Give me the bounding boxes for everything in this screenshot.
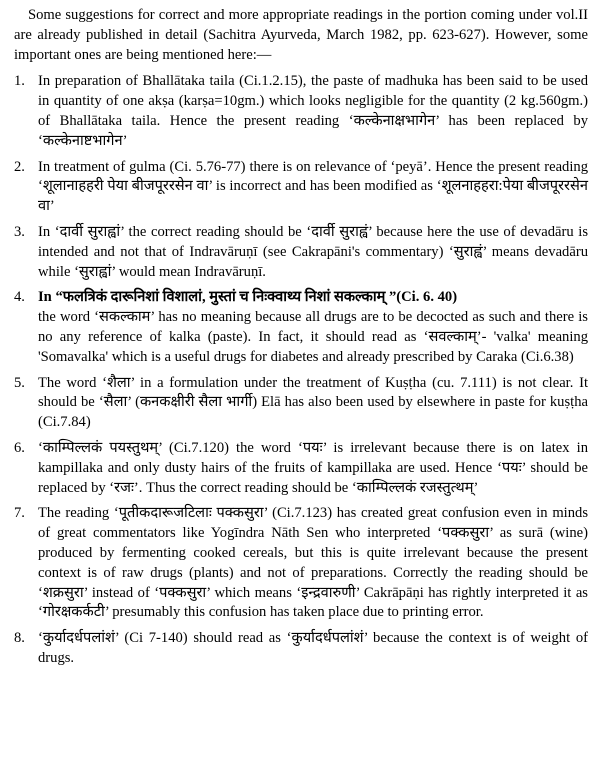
list-item-8 xyxy=(14,629,588,669)
item-text: The word ‘शैला’ in a formulation under the treatment of Kuṣṭha (cu. 7.111) is not clear. It should be ‘सैला’ (कनकक्षीरी सैला भार्गी) Elā has also been used by elsewhere in paste for kuṣṭha (Ci.7.84) xyxy=(38,374,588,431)
item-text: ‘कुर्यादर्धपलांशं’ (Ci 7-140) should read as ‘कुर्यादर्धपलांशं’ because the context is of weight of drugs. xyxy=(38,630,588,666)
item-number: 8. xyxy=(14,630,25,647)
list-item-2 xyxy=(14,158,588,217)
item-number: 2. xyxy=(14,158,25,175)
item-number: 6. xyxy=(14,439,25,456)
item-text: In treatment of gulma (Ci. 5.76-77) there is on relevance of ‘peyā’. Hence the present reading ‘शूलानाहहरी पेया बीजपूररसेन वा’ is incorrect and has been modified as ‘शूलनाहहरा:पेया बीजपूररसेन वा’ xyxy=(38,158,588,215)
item-number: 7. xyxy=(14,505,25,522)
list-item-1 xyxy=(14,72,588,151)
item-text: ‘काम्पिल्लकं पयस्तुथम्’ (Ci.7.120) the word ‘पयः’ is irrelevant because there is on latex in kampillaka and only dusty hairs of the fruits of kampillaka are used. Hence ‘पयः’ should be replaced by ‘रजः’. Thus the correct reading should be ‘काम्पिल्लकं रजस्तुत्थम्’ xyxy=(38,439,588,496)
list-item-4 xyxy=(14,288,588,367)
item-text: In preparation of Bhallātaka taila (Ci.1.2.15), the paste of madhuka has been said to be used in quantity of one akṣa (karṣa=10gm.) which looks negligible for the quantity (2 kg.560gm.) of Bhallātaka taila. Hence the present reading ‘कल्केनाक्षभागेन’ has been replaced by ‘कल्केनाष्टभागेन’ xyxy=(38,73,588,149)
list-item-5 xyxy=(14,374,588,433)
item-text: In ‘दार्वी सुराह्वां’ the correct reading should be ‘दार्वी सुराह्वं’ because here the use of devadāru is intended and not that of Indravāruṇī (see Cakrapāni's commentary) ‘सुराह्वं’ means devadāru while ‘सुराह्वां’ would mean Indravāruṇī. xyxy=(38,223,588,280)
intro-paragraph: Some suggestions for correct and more appropriate readings in the portion coming under vol.II are already published in detail (Sachitra Ayurveda, March 1982, pp. 623-627). However, some important ones are being mentioned here:— xyxy=(14,7,588,63)
item-number: 5. xyxy=(14,374,25,391)
item-lead-verse: In “फलत्रिकं दारूनिशां विशालां, मुस्तां च निःक्वाथ्य निशां सकल्काम् ”(Ci. 6. 40) xyxy=(38,289,458,306)
item-text: the word ‘सकल्काम’ has no meaning because all drugs are to be decocted as such and there is no any reference of kalka (paste). In fact, it should read as ‘सवल्काम्’- 'valka' meaning 'Somavalka' which is a useful drugs for diabetes and already prescribed by Caraka (Ci.6.38) xyxy=(38,309,588,365)
item-number: 1. xyxy=(14,73,25,90)
item-text: The reading ‘पूतीकदारूजटिलाः पक्कसुरा’ (Ci.7.123) has created great confusion even in minds of great commentators like Yogīndra Nāth Sen who interpreted ‘पक्कसुरा’ as surā (wine) produced by fermenting cooked cereals, but this is quite irrelevant because the present context is of raw drugs (plants) and not of preparations. Correctly the reading should be ‘शक्रसुरा’ instead of ‘पक्कसुरा’ which means ‘इन्द्रवारुणी’ Cakrāpāṇi has rightly interpreted it as ‘गोरक्षकर्कटी’ presumably this confusion has taken place due to printing error. xyxy=(38,505,588,621)
item-number: 3. xyxy=(14,223,25,240)
item-number: 4. xyxy=(14,289,25,306)
list-item-6 xyxy=(14,439,588,498)
list-item-3 xyxy=(14,223,588,282)
list-item-7 xyxy=(14,504,588,623)
